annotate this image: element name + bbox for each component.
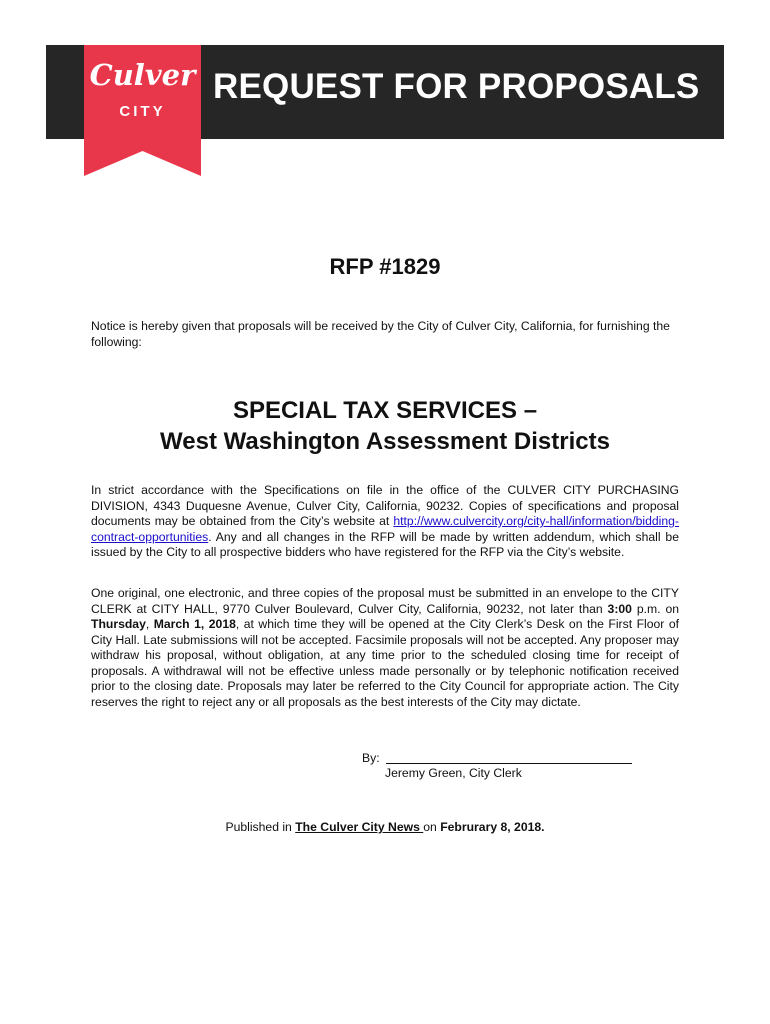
notice-paragraph: Notice is hereby given that proposals will be received by the City of Culver City, California, for furnishing the following:: [91, 319, 670, 349]
newspaper-name: The Culver City News: [295, 820, 424, 834]
project-title-line2: West Washington Assessment Districts: [160, 428, 610, 455]
published-on: on: [423, 820, 441, 834]
signature-line: [362, 751, 632, 765]
closing-day: Thursday: [91, 617, 146, 631]
project-title-line1: SPECIAL TAX SERVICES –: [232, 397, 538, 424]
signatory-name: Jeremy Green, City Clerk: [385, 766, 522, 780]
publication-notice: [0, 820, 770, 834]
specifications-paragraph: [91, 483, 679, 561]
submission-text: One original, one electronic, and three copies of the proposal must be submitted in an envelope to the CITY CLERK at CITY HALL, 9770 Culver Boulevard, Culver City, California, 90232, not later than: [91, 586, 679, 616]
closing-date: March 1, 2018: [153, 617, 236, 631]
by-label: By:: [362, 751, 380, 765]
bidding-opportunities-link[interactable]: http://www.culvercity.org/city-hall/information/bidding-contract-opportunities: [91, 514, 679, 544]
publication-date: Februrary 8, 2018.: [440, 820, 545, 834]
specifications-text: In strict accordance with the Specifications on file in the office of the CULVER CITY PURCHASING DIVISION, 4343 Duquesne Avenue, Culver City, California, 90232. Copies of specifications and proposal documents may be obtained from the City’s website at: [91, 483, 679, 528]
page-title: REQUEST FOR PROPOSALS: [213, 67, 700, 106]
closing-time: 3:00: [607, 601, 632, 616]
logo-script-text: Culver: [89, 58, 196, 92]
comma-text: ,: [145, 617, 154, 631]
submission-paragraph: [91, 586, 679, 710]
submission-text-2: p.m. on: [631, 601, 680, 616]
addendum-text: . Any and all changes in the RFP will be made by written addendum, which shall be issued by the City to all prospective bidders who have registered for the RFP via the City’s website.: [91, 529, 679, 559]
signature-rule: [386, 763, 632, 764]
submission-text-3: , at which time they will be opened at the City Clerk’s Desk on the First Floor of City Hall. Late submissions will not be accepted. Facsimile proposals will not be accepted. Any proposer may withdraw his proposal, without obligation, at any time prior to the scheduled closing time for receipt of proposals. A withdrawal will not be effective unless made personally or by telephonic notification received prior to the closing date. Proposals may later be referred to the City Council for appropriate action. The City reserves the right to reject any or all proposals as the best interests of the City may dictate.: [91, 617, 679, 709]
logo-sub-text: CITY: [119, 103, 166, 120]
published-prefix: Published in: [225, 820, 296, 834]
rfp-number: RFP #1829: [329, 254, 441, 279]
